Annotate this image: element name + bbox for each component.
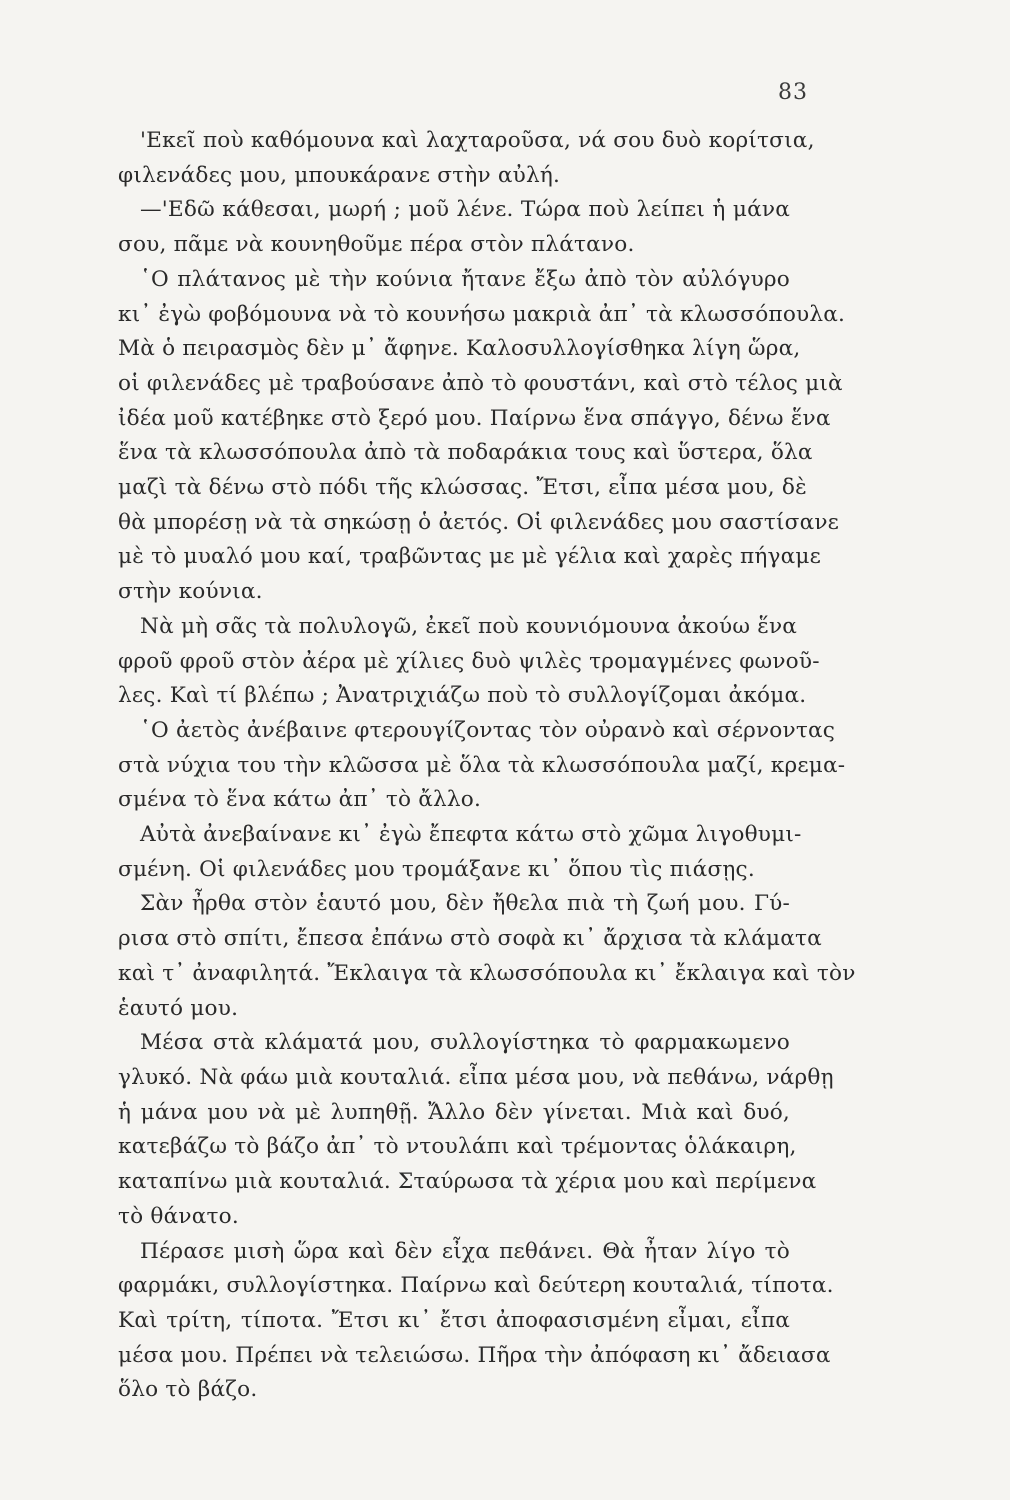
text-line: καταπίνω μιὰ κουταλιά. Σταύρωσα τὰ χέρια μου καὶ περίμενα [118,1169,817,1195]
text-line: μέσα μου. Πρέπει νὰ τελειώσω. Πῆρα τὴν ἀπόφαση κι᾿ ἄδειασα [118,1342,831,1368]
text-line: ἡ μάνα μου νὰ μὲ λυπηθῇ. Ἄλλο δὲν γίνεται. Μιὰ καὶ δυό, [118,1099,790,1125]
text-line: ρισα στὸ σπίτι, ἔπεσα ἐπάνω στὸ σοφὰ κι᾿ ἄρχισα τὰ κλάματα [118,926,822,952]
text-line: γλυκό. Νὰ φάω μιὰ κουταλιά. εἶπα μέσα μου, νὰ πεθάνω, νάρθῃ [118,1064,834,1090]
text-line: ὅλο τὸ βάζο. [118,1377,258,1403]
text-line: ἑαυτό μου. [118,995,239,1021]
text-line: φιλενάδες μου, μπουκάρανε στὴν αὐλή. [118,162,561,188]
text-line: Νὰ μὴ σᾶς τὰ πολυλογῶ, ἐκεῖ ποὺ κουνιόμουνα ἀκούω ἕνα [140,613,798,639]
text-line: στὰ νύχια του τὴν κλῶσσα μὲ ὅλα τὰ κλωσσόπουλα μαζί, κρεμα- [118,752,846,778]
page-number: 83 [778,80,808,105]
text-line: —'Εδῶ κάθεσαι, μωρή ; μοῦ λένε. Τώρα ποὺ λείπει ἡ μάνα [140,197,790,223]
text-line: σου, πᾶμε νὰ κουνηθοῦμε πέρα στὸν πλάτανο. [118,232,635,258]
text-line: σμένα τὸ ἕνα κάτω ἀπ᾿ τὸ ἄλλο. [118,787,482,813]
text-line: μαζὶ τὰ δένω στὸ πόδι τῆς κλώσσας. Ἔτσι, εἶπα μέσα μου, δὲ [118,475,807,501]
text-line: καὶ τ᾿ ἀναφιλητά. Ἔκλαιγα τὰ κλωσσόπουλα κι᾿ ἔκλαιγα καὶ τὸν [118,960,856,986]
text-line: φροῦ φροῦ στὸν ἀέρα μὲ χίλιες δυὸ ψιλὲς τρομαγμένες φωνοῦ- [118,648,820,674]
text-line: 'Εκεῖ ποὺ καθόμουνα καὶ λαχταροῦσα, νά σου δυὸ κορίτσια, [140,128,815,153]
text-line: ἰδέα μοῦ κατέβηκε στὸ ξερό μου. Παίρνω ἕνα σπάγγο, δένω ἕνα [118,405,831,431]
text-line: Αὐτὰ ἀνεβαίνανε κι᾿ ἐγὼ ἔπεφτα κάτω στὸ χῶμα λιγοθυμι- [140,822,802,848]
text-line: κατεβάζω τὸ βάζο ἀπ᾿ τὸ ντουλάπι καὶ τρέμοντας ὁλάκαιρη, [118,1134,797,1160]
text-line: ῾Ο ἀετὸς ἀνέβαινε φτερουγίζοντας τὸν οὐρανὸ καὶ σέρνοντας [140,717,836,743]
text-line: λες. Καὶ τί βλέπω ; Ἀνατριχιάζω ποὺ τὸ συλλογίζομαι ἀκόμα. [118,683,807,709]
text-line: θὰ μπορέσῃ νὰ τὰ σηκώσῃ ὁ ἀετός. Οἱ φιλενάδες μου σαστίσανε [118,509,840,535]
text-line: κι᾿ ἐγὼ φοβόμουνα νὰ τὸ κουνήσω μακριὰ ἀπ᾿ τὰ κλωσσόπουλα. [118,301,846,327]
text-line: Καὶ τρίτη, τίποτα. Ἔτσι κι᾿ ἔτσι ἀποφασισμένη εἶμαι, εἶπα [118,1307,790,1333]
text-line: φαρμάκι, συλλογίστηκα. Παίρνω καὶ δεύτερη κουταλιά, τίποτα. [118,1273,834,1299]
text-line: Σὰν ἦρθα στὸν ἑαυτό μου, δὲν ἤθελα πιὰ τὴ ζωή μου. Γύ- [140,891,790,917]
text-line: σμένη. Οἱ φιλενάδες μου τρομάξανε κι᾿ ὅπου τὶς πιάσῃς. [118,856,755,882]
text-line: Πέρασε μισὴ ὥρα καὶ δὲν εἶχα πεθάνει. Θὰ ἦταν λίγο τὸ [140,1238,790,1264]
text-line: τὸ θάνατο. [118,1203,239,1229]
text-line: οἱ φιλενάδες μὲ τραβούσανε ἀπὸ τὸ φουστάνι, καὶ στὸ τέλος μιὰ [118,370,843,396]
text-line: Μὰ ὁ πειρασμὸς δὲν μ᾿ ἄφηνε. Καλοσυλλογίσθηκα λίγη ὥρα, [118,336,801,362]
text-line: μὲ τὸ μυαλό μου καί, τραβῶντας με μὲ γέλια καὶ χαρὲς πήγαμε [118,544,822,570]
text-line: Μέσα στὰ κλάματά μου, συλλογίστηκα τὸ φαρμακωμενο [140,1030,790,1056]
body-text [118,124,856,1408]
text-line: στὴν κούνια. [118,579,263,605]
text-line: ἕνα τὰ κλωσσόπουλα ἀπὸ τὰ ποδαράκια τους καὶ ὕστερα, ὅλα [118,440,813,466]
text-line: ῾Ο πλάτανος μὲ τὴν κούνια ἤτανε ἔξω ἀπὸ τὸν αὐλόγυρο [140,266,790,292]
